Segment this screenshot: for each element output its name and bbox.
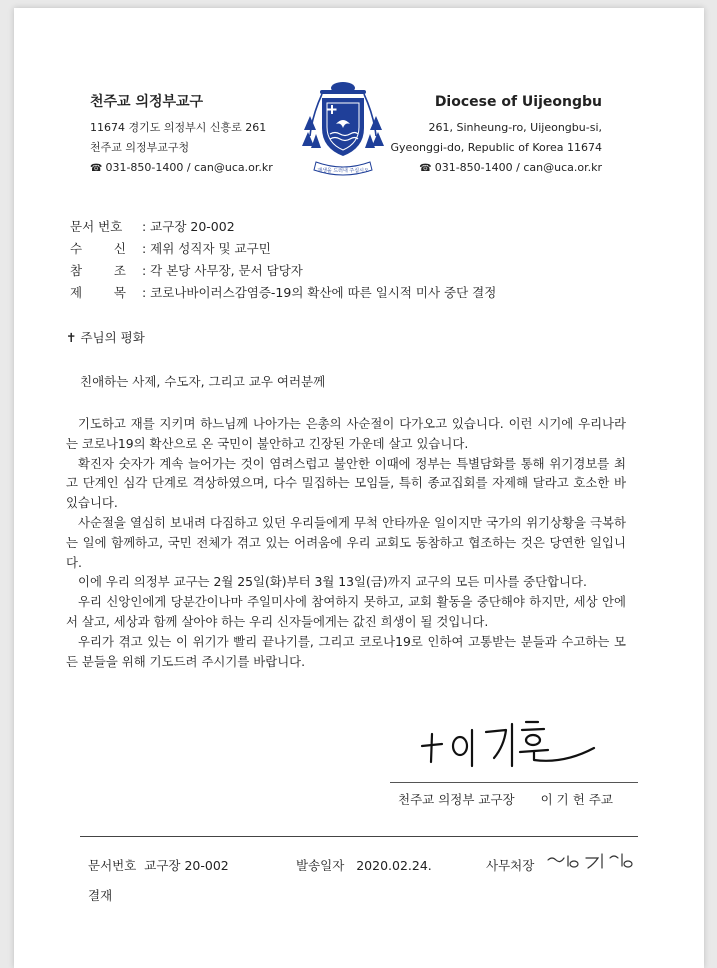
header-address-english-2: Gyeonggi-do, Republic of Korea 11674 [390, 141, 602, 154]
meta-subject: 제 목 : 코로나바이러스감염증-19의 확산에 따른 일시적 미사 중단 결정 [70, 285, 497, 300]
header-org-english: Diocese of Uijeongbu [434, 94, 602, 110]
body-paragraph: 기도하고 재를 지키며 하느님께 나아가는 은총의 사순절이 다가오고 있습니다. 이런 시기에 우리나라는 코로나19의 확산으로 온 국민이 불안하고 긴장된 가운데 살고 있습니다. [66, 416, 626, 451]
header-left [90, 92, 273, 179]
footer-doc-no: 문서번호 교구장 20-002 [88, 858, 229, 873]
body-paragraph: 확진자 숫자가 계속 늘어가는 것이 염려스럽고 불안한 이때에 정부는 특별담화를 통해 위기경보를 최고 단계인 심각 단계로 격상하였으며, 다수 밀집하는 모임들, 특히 종교집회를 자제해 달라고 호소한 바 있습니다. [66, 455, 626, 511]
header-org-korean: 천주교 의정부교구 [90, 94, 204, 110]
handwritten-signature [414, 708, 604, 778]
footer-approval: 결재 [88, 888, 113, 903]
footer-chief: 사무처장 [486, 858, 535, 873]
header-right [391, 92, 602, 179]
signature-name: 이 기 헌 주교 [540, 792, 613, 807]
footer-date: 발송일자 2020.02.24. [296, 858, 432, 873]
footer-divider [80, 836, 638, 837]
diocese-crest-icon [300, 76, 386, 188]
signature-block [398, 790, 613, 808]
meta-recipient: 수 신 : 제위 성직자 및 교구민 [70, 241, 271, 256]
letter-salutation: 친애하는 사제, 수도자, 그리고 교우 여러분께 [80, 374, 326, 389]
header-contact-english: ☎ 031-850-1400 / can@uca.or.kr [419, 161, 602, 174]
header-address-english-1: 261, Sinheung-ro, Uijeongbu-si, [428, 121, 602, 134]
header-office-korean: 천주교 의정부교구청 [90, 141, 190, 154]
header-contact-korean: ☎ 031-850-1400 / can@uca.or.kr [90, 161, 273, 174]
phone-icon: ☎ [90, 163, 103, 174]
signature-title: 천주교 의정부 교구장 [398, 792, 515, 807]
letter-greeting: ✝ 주님의 평화 [66, 330, 145, 345]
svg-text:재생을 드러내 주십시오: 재생을 드러내 주십시오 [317, 168, 369, 174]
meta-doc-no: 문서 번호 : 교구장 20-002 [70, 219, 235, 234]
phone-icon: ☎ [419, 163, 432, 174]
body-paragraph: 사순절을 열심히 보내려 다짐하고 있던 우리들에게 무척 안타까운 일이지만 국가의 위기상황을 극복하는 일에 함께하고, 국민 전체가 겪고 있는 어려움에 우리 교회도 동참하고 협조하는 것은 당연한 일입니다. [66, 514, 626, 570]
meta-reference: 참 조 : 각 본당 사무장, 문서 담당자 [70, 263, 303, 278]
signature-divider [390, 782, 638, 783]
letter-page [14, 8, 704, 968]
body-paragraph: 이에 우리 의정부 교구는 2월 25일(화)부터 3월 13일(금)까지 교구의 모든 미사를 중단합니다. [78, 574, 587, 590]
document-metadata [70, 216, 496, 304]
letter-body [66, 414, 626, 671]
header-address-korean: 11674 경기도 의정부시 신흥로 261 [90, 121, 267, 134]
body-paragraph: 우리가 겪고 있는 이 위기가 빨리 끝나기를, 그리고 코로나19로 인하여 고통받는 분들과 수고하는 모든 분들을 위해 기도드려 주시기를 바랍니다. [66, 633, 626, 669]
chief-signature [544, 850, 638, 872]
body-paragraph: 우리 신앙인에게 당분간이나마 주일미사에 참여하지 못하고, 교회 활동을 중단해야 하지만, 세상 안에서 살고, 세상과 함께 살아야 하는 우리 신자들에게는 값진 희생이 될 것입니다. [66, 594, 626, 629]
